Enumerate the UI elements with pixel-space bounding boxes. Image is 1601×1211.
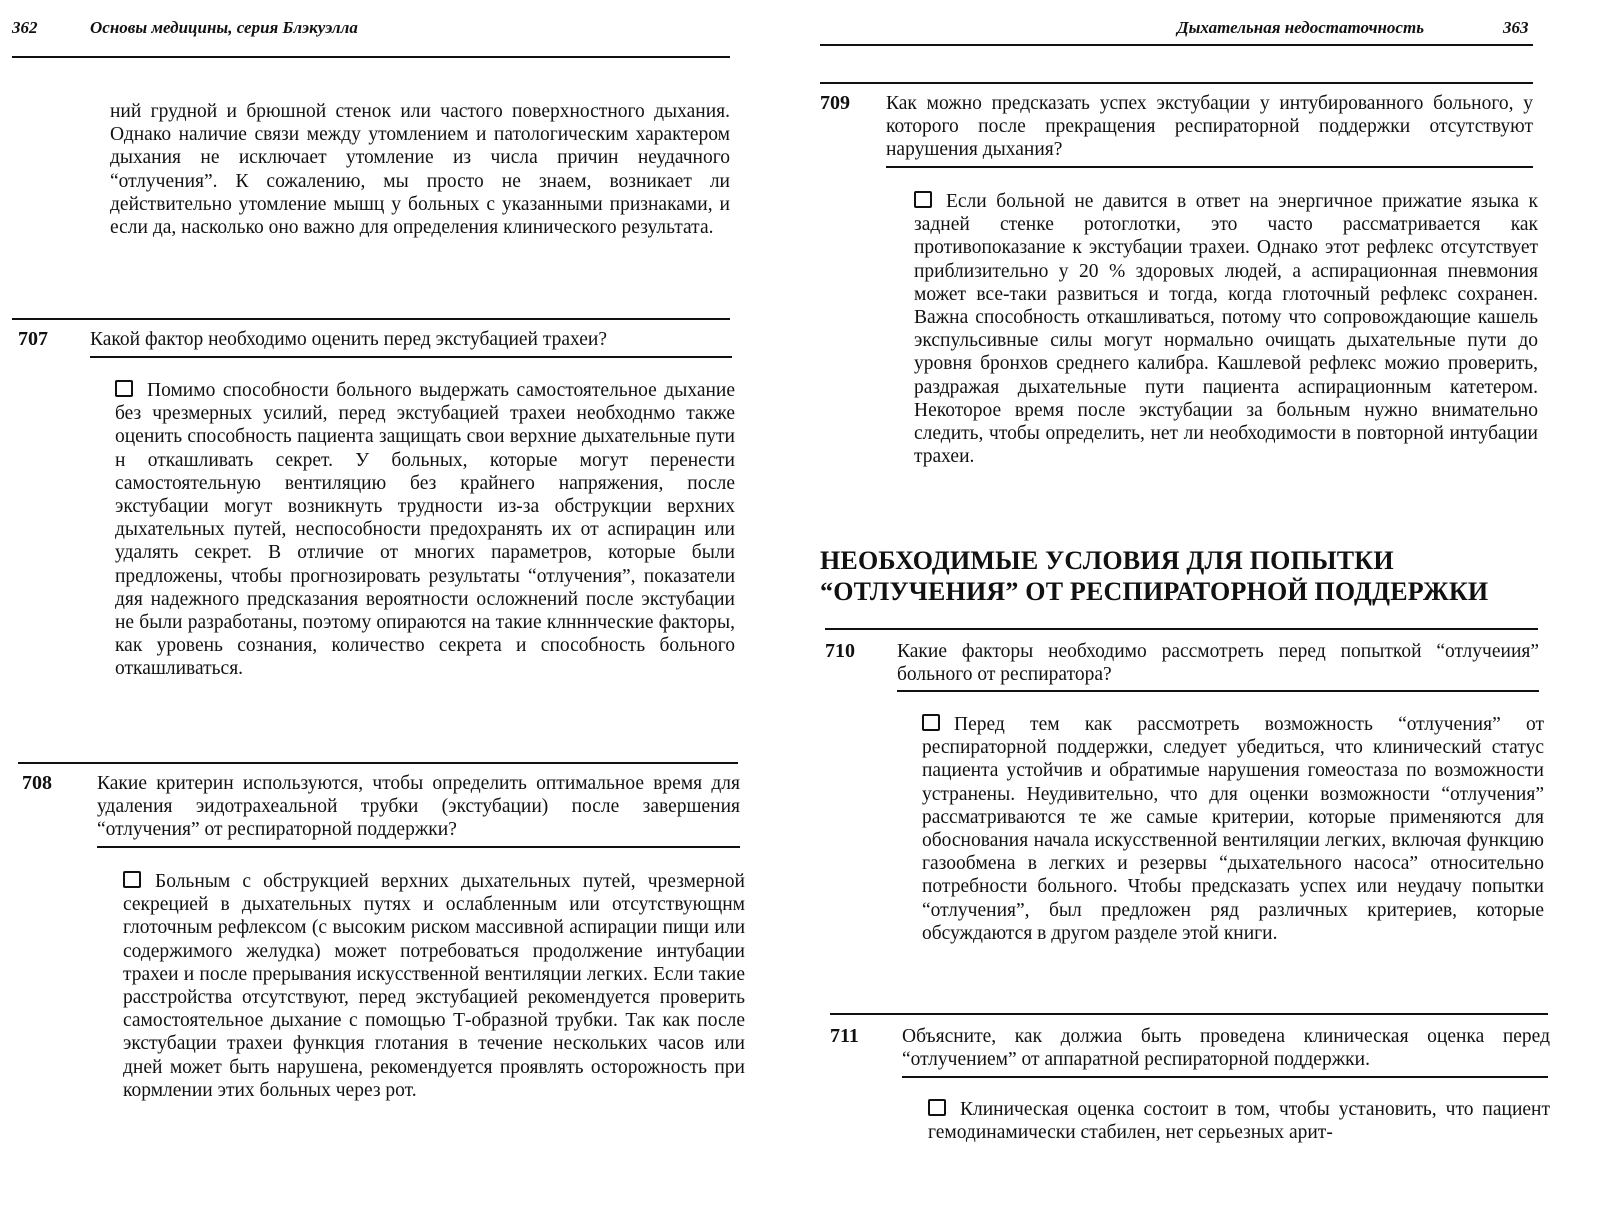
- q710-bottom-rule: [897, 690, 1539, 692]
- left-page-number: 362: [12, 18, 38, 37]
- section-title: [820, 545, 1540, 607]
- left-page: [0, 0, 790, 1211]
- q709-answer: [914, 190, 1538, 468]
- left-running-head: Основы медицины, серия Блэкуэлла: [90, 18, 358, 37]
- q708-number: 708: [22, 772, 52, 794]
- right-running-head: Дыхательная недостаточность: [1177, 18, 1424, 37]
- q710-number: 710: [825, 640, 855, 662]
- q708-answer-text: Больным с обструкцией верхних дыхательных путей, чрезмерной секрецией в дыхательных путях и ослабленным или отсутствующнм глоточным рефлексом (с высоким риском массивной аспирации пищи или содержимого желудка) может потребоваться продолжение интубации трахеи и после прерывания искусственной вентиляции легких. Если такие расстройства отсутствуют, перед экстубацией рекомендуется проверить самостоятельное дыхание с помощью Т-образной трубки. Так как после экстубации трахеи функция глотания в течение нескольких часов или дней может быть нарушена, рекомендуется проявлять осторожность при кормлении этих больных через рот.: [123, 871, 745, 1101]
- q708-bottom-rule: [97, 846, 740, 848]
- q709-answer-text: Если больной не давится в ответ на энергичное прижатие языка к задней стенке ротоглотки, это часто рассматривается как противопоказание к экстубации трахеи. Однако этот рефлекс отсутствует приблизительно у 20 % здоровых людей, а аспирационная пневмония может все-таки развиться и тогда, когда глоточный рефлекс сохранен. Важна способность откашливаться, потому что сопровождающие кашель экспульсивные силы могут нормально очищать дыхательные пути до уровня бронхов среднего калибра. Кашлевой рефлекс можио проверить, раздражая дыхательные пути пациента аспирационным катетером. Некоторое время после экстубации за больным нужно внимательно следить, чтобы определить, нет ли необходимости в повторной интубации трахеи.: [914, 191, 1538, 468]
- q708-question: Какие критерин используются, чтобы определить оптимальное время для удаления эидотрахеальной трубки (экстубации) после завершения “отлучения” от респираторной поддержки?: [97, 773, 740, 840]
- left-header-rule: [12, 56, 730, 58]
- q707-top-rule: [12, 318, 730, 320]
- right-header-rule: [820, 44, 1533, 46]
- q709-bottom-rule: [886, 166, 1533, 168]
- q709-number: 709: [820, 92, 850, 114]
- q709-question: Как можно предсказать успех экстубации у интубированного больного, у которого после прекращения респираторной поддержки отсутствуют нарушения дыхания?: [886, 93, 1533, 160]
- q707-question: Какой фактор необходимо оценить перед экстубацией трахеи?: [90, 329, 608, 350]
- checkbox-icon: [115, 380, 133, 397]
- checkbox-icon: [922, 714, 940, 731]
- q711-top-rule: [830, 1013, 1548, 1015]
- q710-top-rule: [825, 628, 1538, 630]
- q711-answer: [928, 1098, 1550, 1144]
- q707-bottom-rule: [90, 356, 732, 358]
- q710-answer: [922, 713, 1544, 945]
- q711-question: Объясните, как должиа быть проведена клиническая оценка перед “отлучением” от аппаратной респираторной поддержки.: [902, 1026, 1550, 1070]
- q709-top-rule: [820, 82, 1533, 84]
- right-page: [820, 0, 1601, 1211]
- intro-paragraph: ний грудной и брюшной стенок или частого поверхностного дыхания. Однако наличие связи между утомлением и патологическим характером дыхания не исключает утомление из числа причин неудачного “отлучения”. К сожалению, мы просто не знаем, возникает ли действительно утомление мышц у больных с указанными признаками, и если да, насколько оно важно для определения клинического результата.: [110, 101, 730, 239]
- q711-bottom-rule: [902, 1076, 1548, 1078]
- q708-top-rule: [18, 762, 738, 764]
- q711-number: 711: [830, 1025, 859, 1047]
- q707-answer-text: Помимо способности больного выдержать самостоятельное дыхание без чрезмерных усилий, перед экстубацией трахеи необходнмо также оценить способность пациента защищать свои верхние дыхательные пути н откашливать секрет. У больных, которые могут перенести самостоятельную вентиляцию без крайнего напряжения, после экстубации могут возникнуть трудности из-за обструкции верхних дыхательных путей, неспособности предохранять их от аспирацин или удалять секрет. В отличие от многих параметров, которые были предложены, чтобы прогнозировать результаты “отлучения”, показатели дяя надежного предсказания вероятности осложнений после экстубации не были разработаны, поэтому опираются на такие клнннческие факторы, как уровень сознания, количество секрета и способность больного откашливаться.: [115, 380, 735, 680]
- right-page-number: 363: [1503, 18, 1529, 37]
- checkbox-icon: [123, 871, 141, 888]
- q710-question: Какие факторы необходимо рассмотреть перед попыткой “отлучеиия” больного от респиратора?: [897, 641, 1539, 685]
- q707-answer: [115, 379, 735, 681]
- q707-number: 707: [18, 328, 48, 350]
- checkbox-icon: [928, 1099, 946, 1116]
- q711-answer-text: Клиническая оценка состоит в том, чтобы установить, что пациент гемодинамически стабилен, нет серьезных арит-: [928, 1099, 1550, 1144]
- q710-answer-text: Перед тем как рассмотреть возможность “отлучения” от респираторной поддержки, следует убедиться, что клинический статус пациента устойчив и обратимые нарушения гомеостаза по возможности устранены. Неудивительно, что для оценки возможности “отлучения” рассматриваются те же самые критерии, которые применяются для обоснования начала искусственной вентиляции легких, включая функцию газообмена в легких и резервы “дыхательного насоса” относительно потребности больного. Чтобы предсказать успех или неудачу попытки “отлучения”, был предложен ряд различных критериев, которые обсуждаются в другом разделе этой книги.: [922, 714, 1544, 944]
- checkbox-icon: [914, 191, 932, 208]
- section-title-line2: “ОТЛУЧЕНИЯ” ОТ РЕСПИРАТОРНОЙ ПОДДЕРЖКИ: [820, 577, 1489, 606]
- section-title-line1: НЕОБХОДИМЫЕ УСЛОВИЯ ДЛЯ ПОПЫТКИ: [820, 546, 1394, 575]
- q708-answer: [123, 870, 745, 1102]
